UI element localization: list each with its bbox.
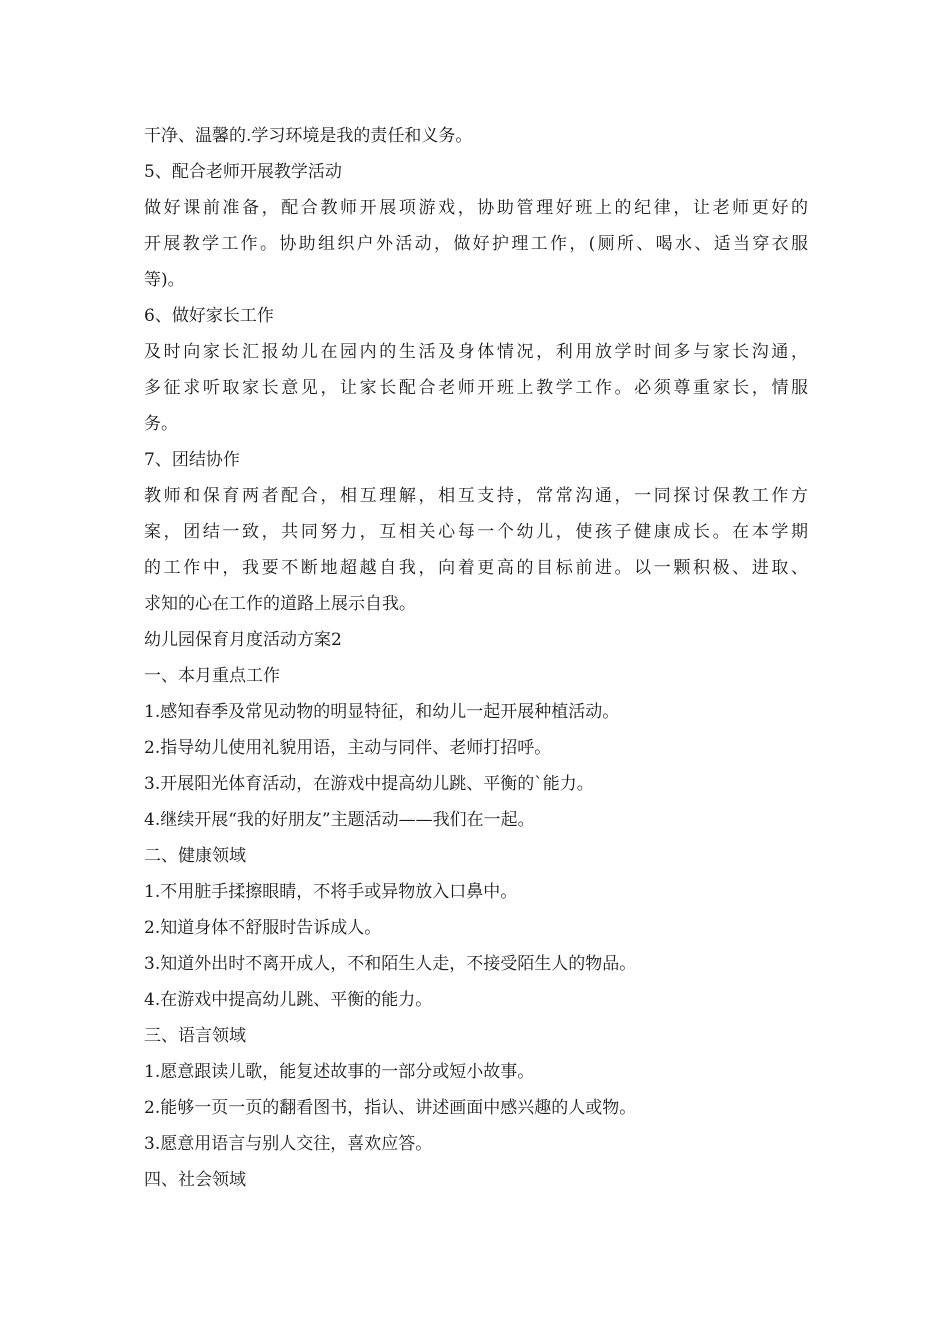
- document-title: 幼儿园保育月度活动方案2: [144, 630, 342, 650]
- paragraph-line: 做好课前准备，配合教师开展项游戏，协助管理好班上的纪律，让老师更好的: [144, 198, 808, 218]
- document-body: [144, 118, 808, 1198]
- paragraph-line: 开展教学工作。协助组织户外活动，做好护理工作，(厕所、喝水、适当穿衣服: [144, 234, 808, 254]
- paragraph-line: 多征求听取家长意见，让家长配合老师开班上教学工作。必须尊重家长，情服: [144, 378, 808, 398]
- list-item: 1.愿意跟读儿歌，能复述故事的一部分或短小故事。: [144, 1062, 535, 1082]
- section-heading: 三、语言领域: [144, 1026, 246, 1046]
- list-item: 3.知道外出时不离开成人，不和陌生人走，不接受陌生人的物品。: [144, 954, 637, 974]
- list-item: 2.能够一页一页的翻看图书，指认、讲述画面中感兴趣的人或物。: [144, 1098, 637, 1118]
- list-item: 4.继续开展“我的好朋友”主题活动——我们在一起。: [144, 810, 535, 830]
- paragraph-line: 案，团结一致，共同努力，互相关心每一个幼儿，使孩子健康成长。在本学期: [144, 522, 808, 542]
- section-heading: 一、本月重点工作: [144, 666, 280, 686]
- paragraph-line: 务。: [144, 414, 178, 434]
- paragraph-line: 的工作中，我要不断地超越自我，向着更高的目标前进。以一颗积极、进取、: [144, 558, 808, 578]
- section-heading: 6、做好家长工作: [144, 306, 274, 326]
- paragraph-line: 干净、温馨的.学习环境是我的责任和义务。: [144, 126, 473, 146]
- section-heading: 7、团结协作: [144, 450, 240, 470]
- paragraph-line: 及时向家长汇报幼儿在园内的生活及身体情况，利用放学时间多与家长沟通，: [144, 342, 808, 362]
- paragraph-line: 等)。: [144, 270, 185, 290]
- section-heading: 二、健康领域: [144, 846, 246, 866]
- list-item: 1.不用脏手揉擦眼睛，不将手或异物放入口鼻中。: [144, 882, 518, 902]
- section-heading: 5、配合老师开展教学活动: [144, 162, 342, 182]
- list-item: 2.知道身体不舒服时告诉成人。: [144, 918, 382, 938]
- list-item: 1.感知春季及常见动物的明显特征，和幼儿一起开展种植活动。: [144, 702, 620, 722]
- list-item: 3.愿意用语言与别人交往，喜欢应答。: [144, 1134, 433, 1154]
- list-item: 2.指导幼儿使用礼貌用语，主动与同伴、老师打招呼。: [144, 738, 552, 758]
- list-item: 4.在游戏中提高幼儿跳、平衡的能力。: [144, 990, 433, 1010]
- paragraph-line: 教师和保育两者配合，相互理解，相互支持，常常沟通，一同探讨保教工作方: [144, 486, 808, 506]
- list-item: 3.开展阳光体育活动，在游戏中提高幼儿跳、平衡的`能力。: [144, 774, 594, 794]
- paragraph-line: 求知的心在工作的道路上展示自我。: [144, 594, 416, 614]
- section-heading: 四、社会领域: [144, 1170, 246, 1190]
